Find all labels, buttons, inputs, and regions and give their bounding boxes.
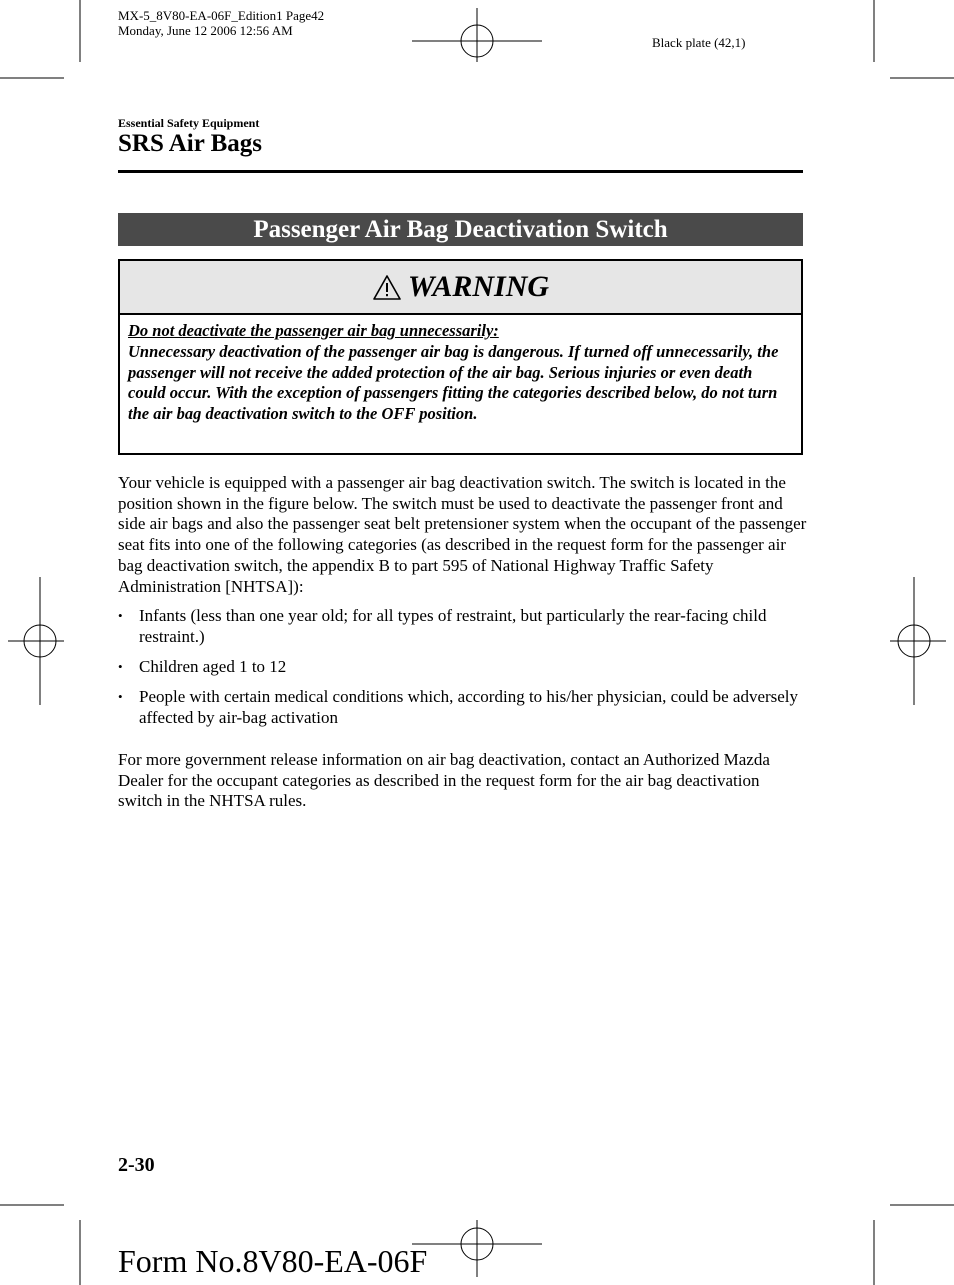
section-label: Essential Safety Equipment	[118, 116, 260, 130]
warning-box	[118, 259, 803, 455]
list-item-text: Infants (less than one year old; for all types of restraint, but particularly the rear-facing child restraint.)	[139, 606, 767, 646]
form-number: Form No.8V80-EA-06F	[118, 1243, 428, 1279]
print-job-info	[118, 8, 324, 38]
category-list	[118, 606, 808, 738]
bullet: •	[118, 689, 123, 705]
print-job-line-1: MX-5_8V80-EA-06F_Edition1 Page42	[118, 8, 325, 23]
bullet: •	[118, 658, 123, 674]
warning-label: WARNING	[407, 270, 550, 303]
warning-triangle-icon	[372, 274, 402, 301]
warning-body	[120, 315, 801, 425]
list-item	[118, 606, 808, 647]
list-item-text: Children aged 1 to 12	[139, 656, 287, 676]
list-item	[118, 687, 808, 728]
warning-header	[120, 261, 801, 315]
closing-paragraph: For more government release information on air bag deactivation, contact an Authorized Mazda Dealer for the occupant categories as described in the request form for the air bag deactivation switch in the NHTSA rules.	[118, 750, 770, 811]
header-rule	[118, 170, 803, 173]
intro-paragraph: Your vehicle is equipped with a passenger air bag deactivation switch. The switch is located in the position shown in the figure below. The switch must be used to deactivate the passenger front and side air bags and also the passenger seat belt pretensioner system when the occupant of the passenger seat fits into one of the following categories (as described in the request form for the passenger air bag deactivation switch, the appendix B to part 595 of National Highway Traffic Safety Administration [NHTSA]):	[118, 473, 807, 596]
page-number: 2-30	[118, 1154, 155, 1176]
section-banner: Passenger Air Bag Deactivation Switch	[118, 213, 803, 246]
bullet: •	[118, 608, 123, 623]
warning-text: Unnecessary deactivation of the passenger air bag is dangerous. If turned off unnecessarily, the passenger will not receive the added protection of the air bag. Serious injuries or even death could occur. With the exception of passengers fitting the categories described below, do not turn the air bag deactivation switch to the OFF position.	[128, 341, 779, 424]
warning-lead: Do not deactivate the passenger air bag unnecessarily:	[128, 321, 499, 340]
plate-label: Black plate (42,1)	[652, 35, 746, 50]
list-item-text: People with certain medical conditions which, according to his/her physician, could be adversely affected by air-bag activation	[139, 687, 799, 727]
list-item	[118, 657, 808, 678]
print-job-line-2: Monday, June 12 2006 12:56 AM	[118, 23, 293, 38]
chapter-title: SRS Air Bags	[118, 130, 263, 157]
